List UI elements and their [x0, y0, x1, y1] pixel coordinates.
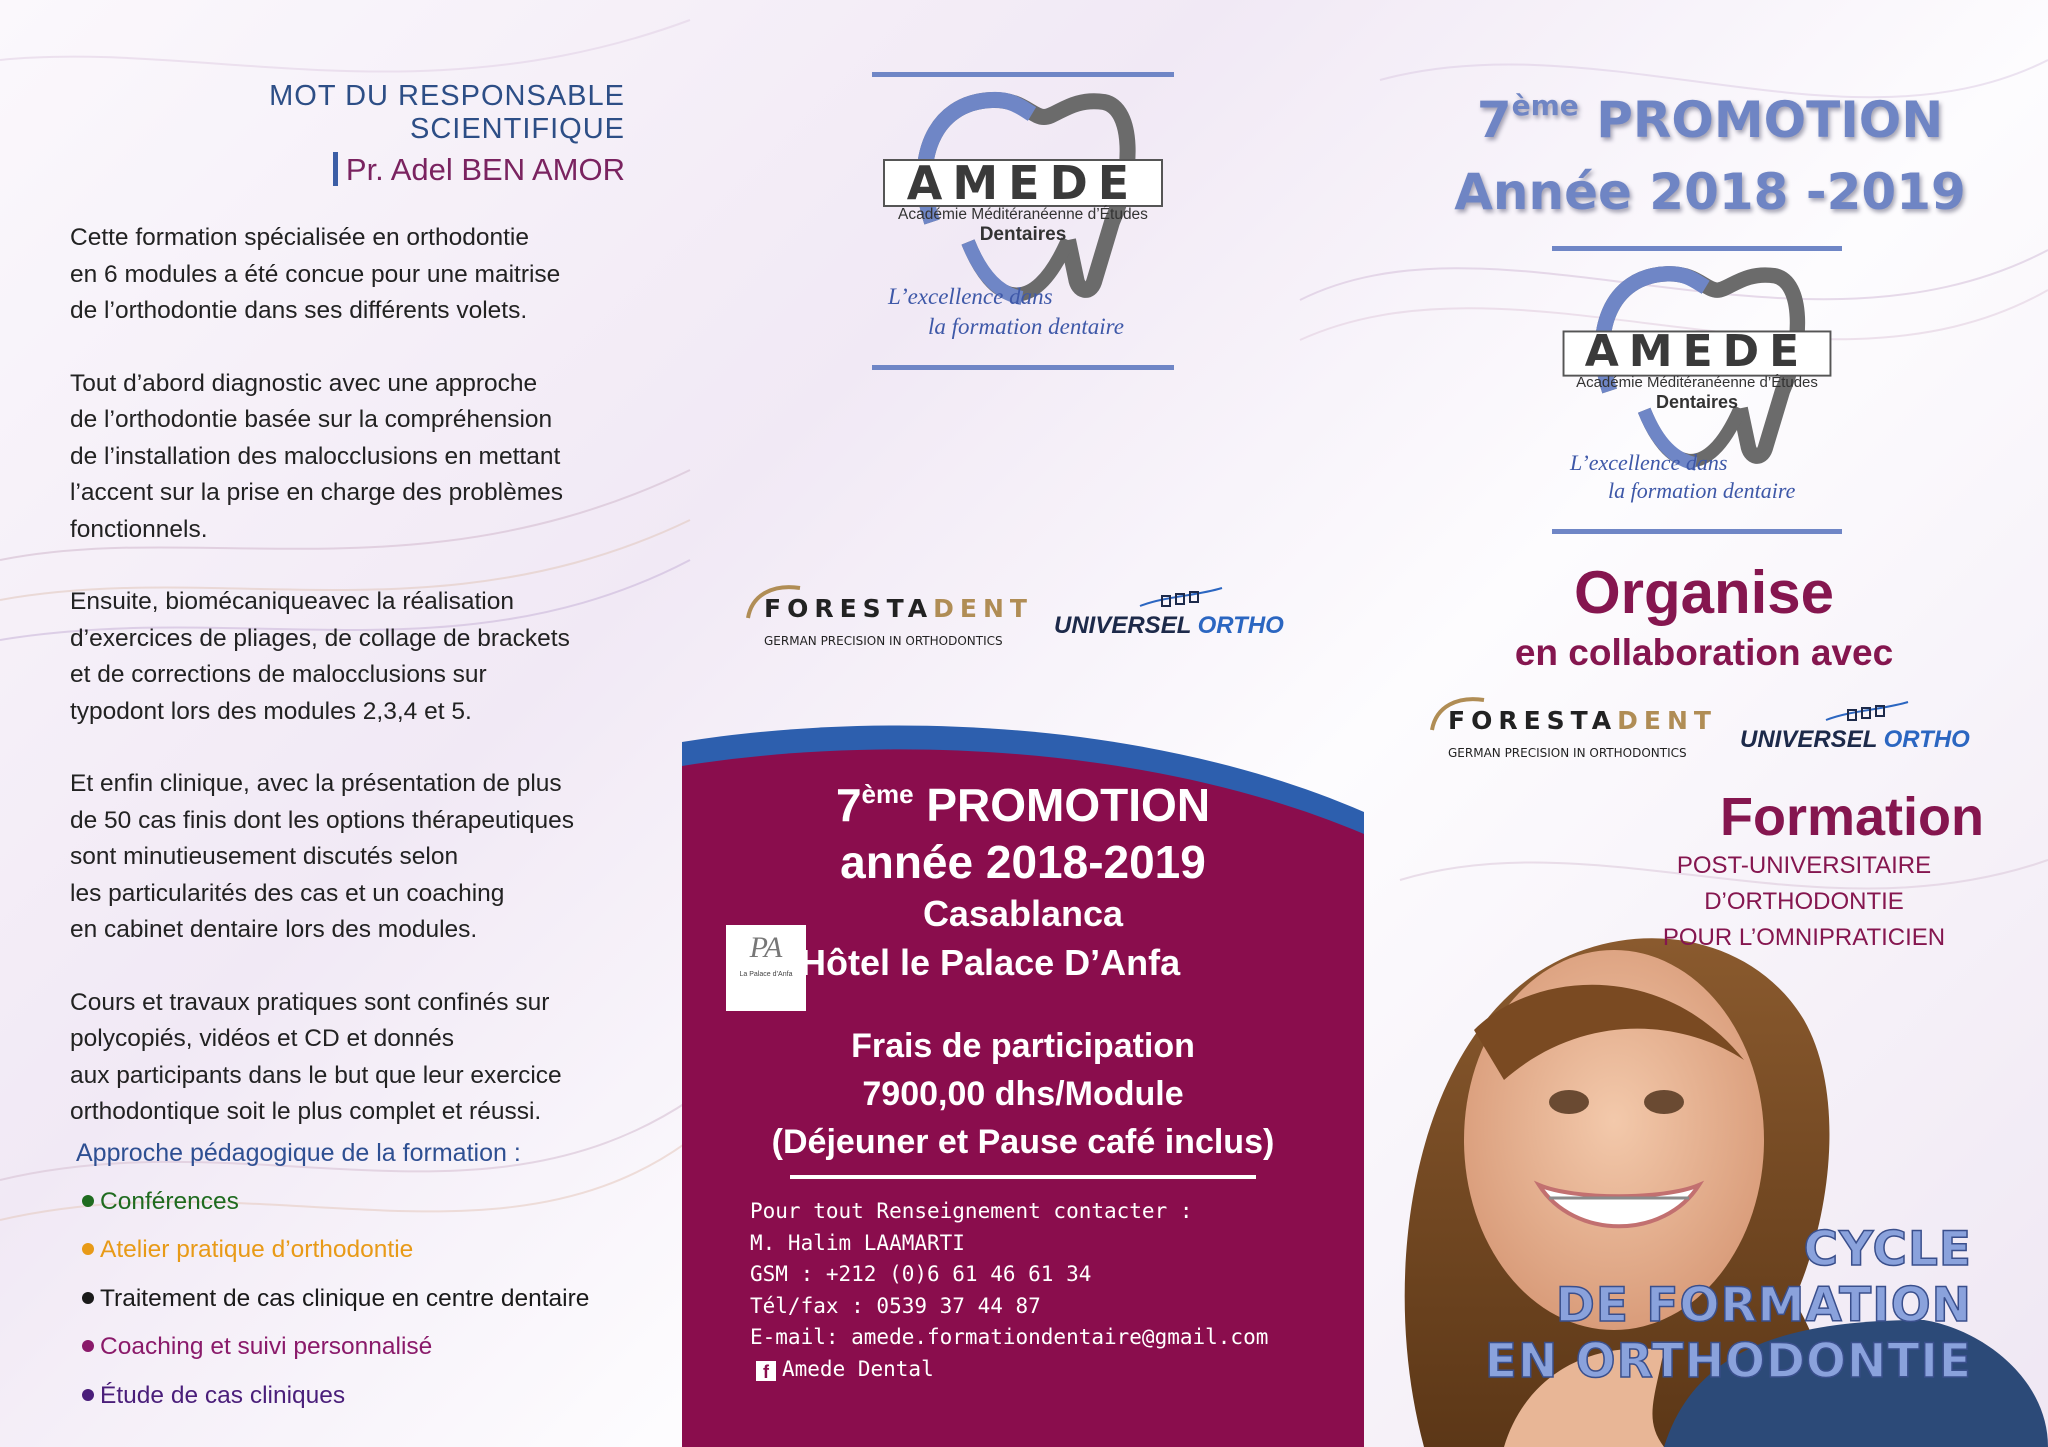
panel-city: Casablanca	[922, 893, 1124, 934]
scientific-lead-name	[70, 152, 625, 188]
contact-name: M. Halim LAAMARTI	[750, 1230, 965, 1255]
hotel-monogram: PA	[749, 931, 783, 964]
braces-wire-icon	[1136, 586, 1226, 616]
amede-slogan: L’excellence dans	[1570, 450, 1728, 475]
hotel-logo-label: La Palace d’Anfa	[739, 971, 793, 978]
bullet-dot-icon	[82, 1340, 94, 1352]
panel-promotion: 7ème PROMOTION	[835, 779, 1211, 831]
contact-gsm: GSM : +212 (0)6 61 46 61 34	[750, 1262, 1092, 1286]
contact-email[interactable]: E-mail: amede.formationdentaire@gmail.com	[750, 1325, 1269, 1349]
hotel-logo	[726, 925, 806, 1011]
bullet-dot-icon	[82, 1195, 94, 1207]
panel-fees: Frais de participation 7900,00 dhs/Module (Déjeuner et Pause café inclus)	[771, 1027, 1275, 1161]
amede-slogan-2: la formation dentaire	[1608, 478, 1796, 503]
bullet-dot-icon	[82, 1292, 94, 1304]
paragraph-materials: Cours et travaux pratiques sont confinés sur polycopiés, vidéos et CD et donnés aux participants dans le but que leur exercice orthodontique soit le plus complet et réussi.	[70, 988, 562, 1125]
amede-subtitle: Académie Méditéranéenne d’Études	[1576, 374, 1818, 391]
amede-subtitle-2: Dentaires	[979, 224, 1067, 245]
paragraph-clinical: Et enfin clinique, avec la présentation de plus de 50 cas finis dont les options thérapeutiques sont minutieusement discutés selon les particularités des cas et un coaching en cabinet dentaire lors des modules.	[70, 770, 574, 943]
right-promotion-title: 7ème PROMOTION Année 2018 -2019	[1454, 89, 1966, 221]
contact-intro: Pour tout Renseignement contacter :	[750, 1199, 1193, 1223]
approach-title: Approche pédagogique de la formation :	[76, 1138, 521, 1167]
scientific-lead-heading: MOT DU RESPONSABLE SCIENTIFIQUE	[269, 80, 625, 145]
amede-wordmark: AMEDE	[1584, 326, 1810, 377]
paragraph-biomechanics: Ensuite, biomécaniqueavec la réalisation d’exercices de pliages, de collage de brackets et de corrections de malocclusions sur typodont lors des modules 2,3,4 et 5.	[70, 588, 570, 725]
forestadent-logo-right: FORESTADENT GERMAN PRECISION IN ORTHODONTICS	[1428, 694, 1718, 764]
panel-year: année 2018-2019	[840, 836, 1206, 888]
author-name: Pr. Adel BEN AMOR	[345, 152, 625, 187]
panel-divider	[790, 1175, 1256, 1179]
right-year: Année 2018 -2019	[1454, 163, 1966, 221]
amede-logo-right	[1552, 246, 1842, 536]
organise-title: Organise	[1573, 559, 1835, 626]
list-item: Atelier pratique d’orthodontie	[82, 1226, 625, 1275]
list-item: Étude de cas cliniques	[82, 1372, 625, 1421]
bullet-dot-icon	[82, 1389, 94, 1401]
list-item: Coaching et suivi personnalisé	[82, 1323, 625, 1372]
collaboration-subtitle: en collaboration avec	[1514, 632, 1894, 673]
universel-ortho-logo-middle: UNIVERSEL ORTHO	[1054, 612, 1284, 640]
formation-title: Formation	[1720, 787, 1984, 847]
contact-fax: Tél/fax : 0539 37 44 87	[750, 1293, 1041, 1318]
facebook-icon: f	[756, 1361, 776, 1381]
amede-subtitle-2: Dentaires	[1655, 392, 1739, 412]
name-accent-bar	[333, 152, 338, 186]
bullet-dot-icon	[82, 1243, 94, 1255]
paragraph-intro: Cette formation spécialisée en orthodontie en 6 modules a été concue pour une maitrise de l’orthodontie dans ses différents volets.	[70, 224, 561, 324]
amede-subtitle: Académie Méditéranéenne d’Études	[898, 206, 1148, 223]
forestadent-logo-middle: FORESTADENT GERMAN PRECISION IN ORTHODONTICS	[744, 582, 1034, 652]
event-info-panel	[682, 720, 1364, 1447]
braces-wire-icon	[1822, 700, 1912, 730]
panel-hotel: Hôtel le Palace D’Anfa	[800, 942, 1181, 983]
left-column	[70, 78, 625, 1420]
list-item: Conférences	[82, 1178, 625, 1227]
amede-slogan-2: la formation dentaire	[928, 314, 1124, 339]
amede-wordmark: AMEDE	[906, 156, 1140, 210]
facebook-link[interactable]: Amede Dental	[782, 1356, 934, 1381]
contact-block	[750, 1196, 1268, 1385]
cycle-title: CYCLE DE FORMATION EN ORTHODONTIE	[1484, 1222, 1972, 1389]
universel-ortho-logo-right: UNIVERSEL ORTHO	[1740, 726, 1970, 754]
formation-subtitle: POST-UNIVERSITAIRE D’ORTHODONTIE POUR L’OMNIPRATICIEN	[1662, 852, 1946, 951]
paragraph-diagnostic: Tout d’abord diagnostic avec une approche de l’orthodontie basée sur la compréhension de l’installation des malocclusions en mettant l’accent sur la prise en charge des problèmes fonctionnels.	[70, 369, 563, 543]
approach-list	[82, 1178, 625, 1421]
amede-logo-middle	[872, 72, 1174, 372]
amede-slogan: L’excellence dans	[888, 284, 1053, 309]
list-item: Traitement de cas clinique en centre dentaire	[82, 1275, 625, 1324]
